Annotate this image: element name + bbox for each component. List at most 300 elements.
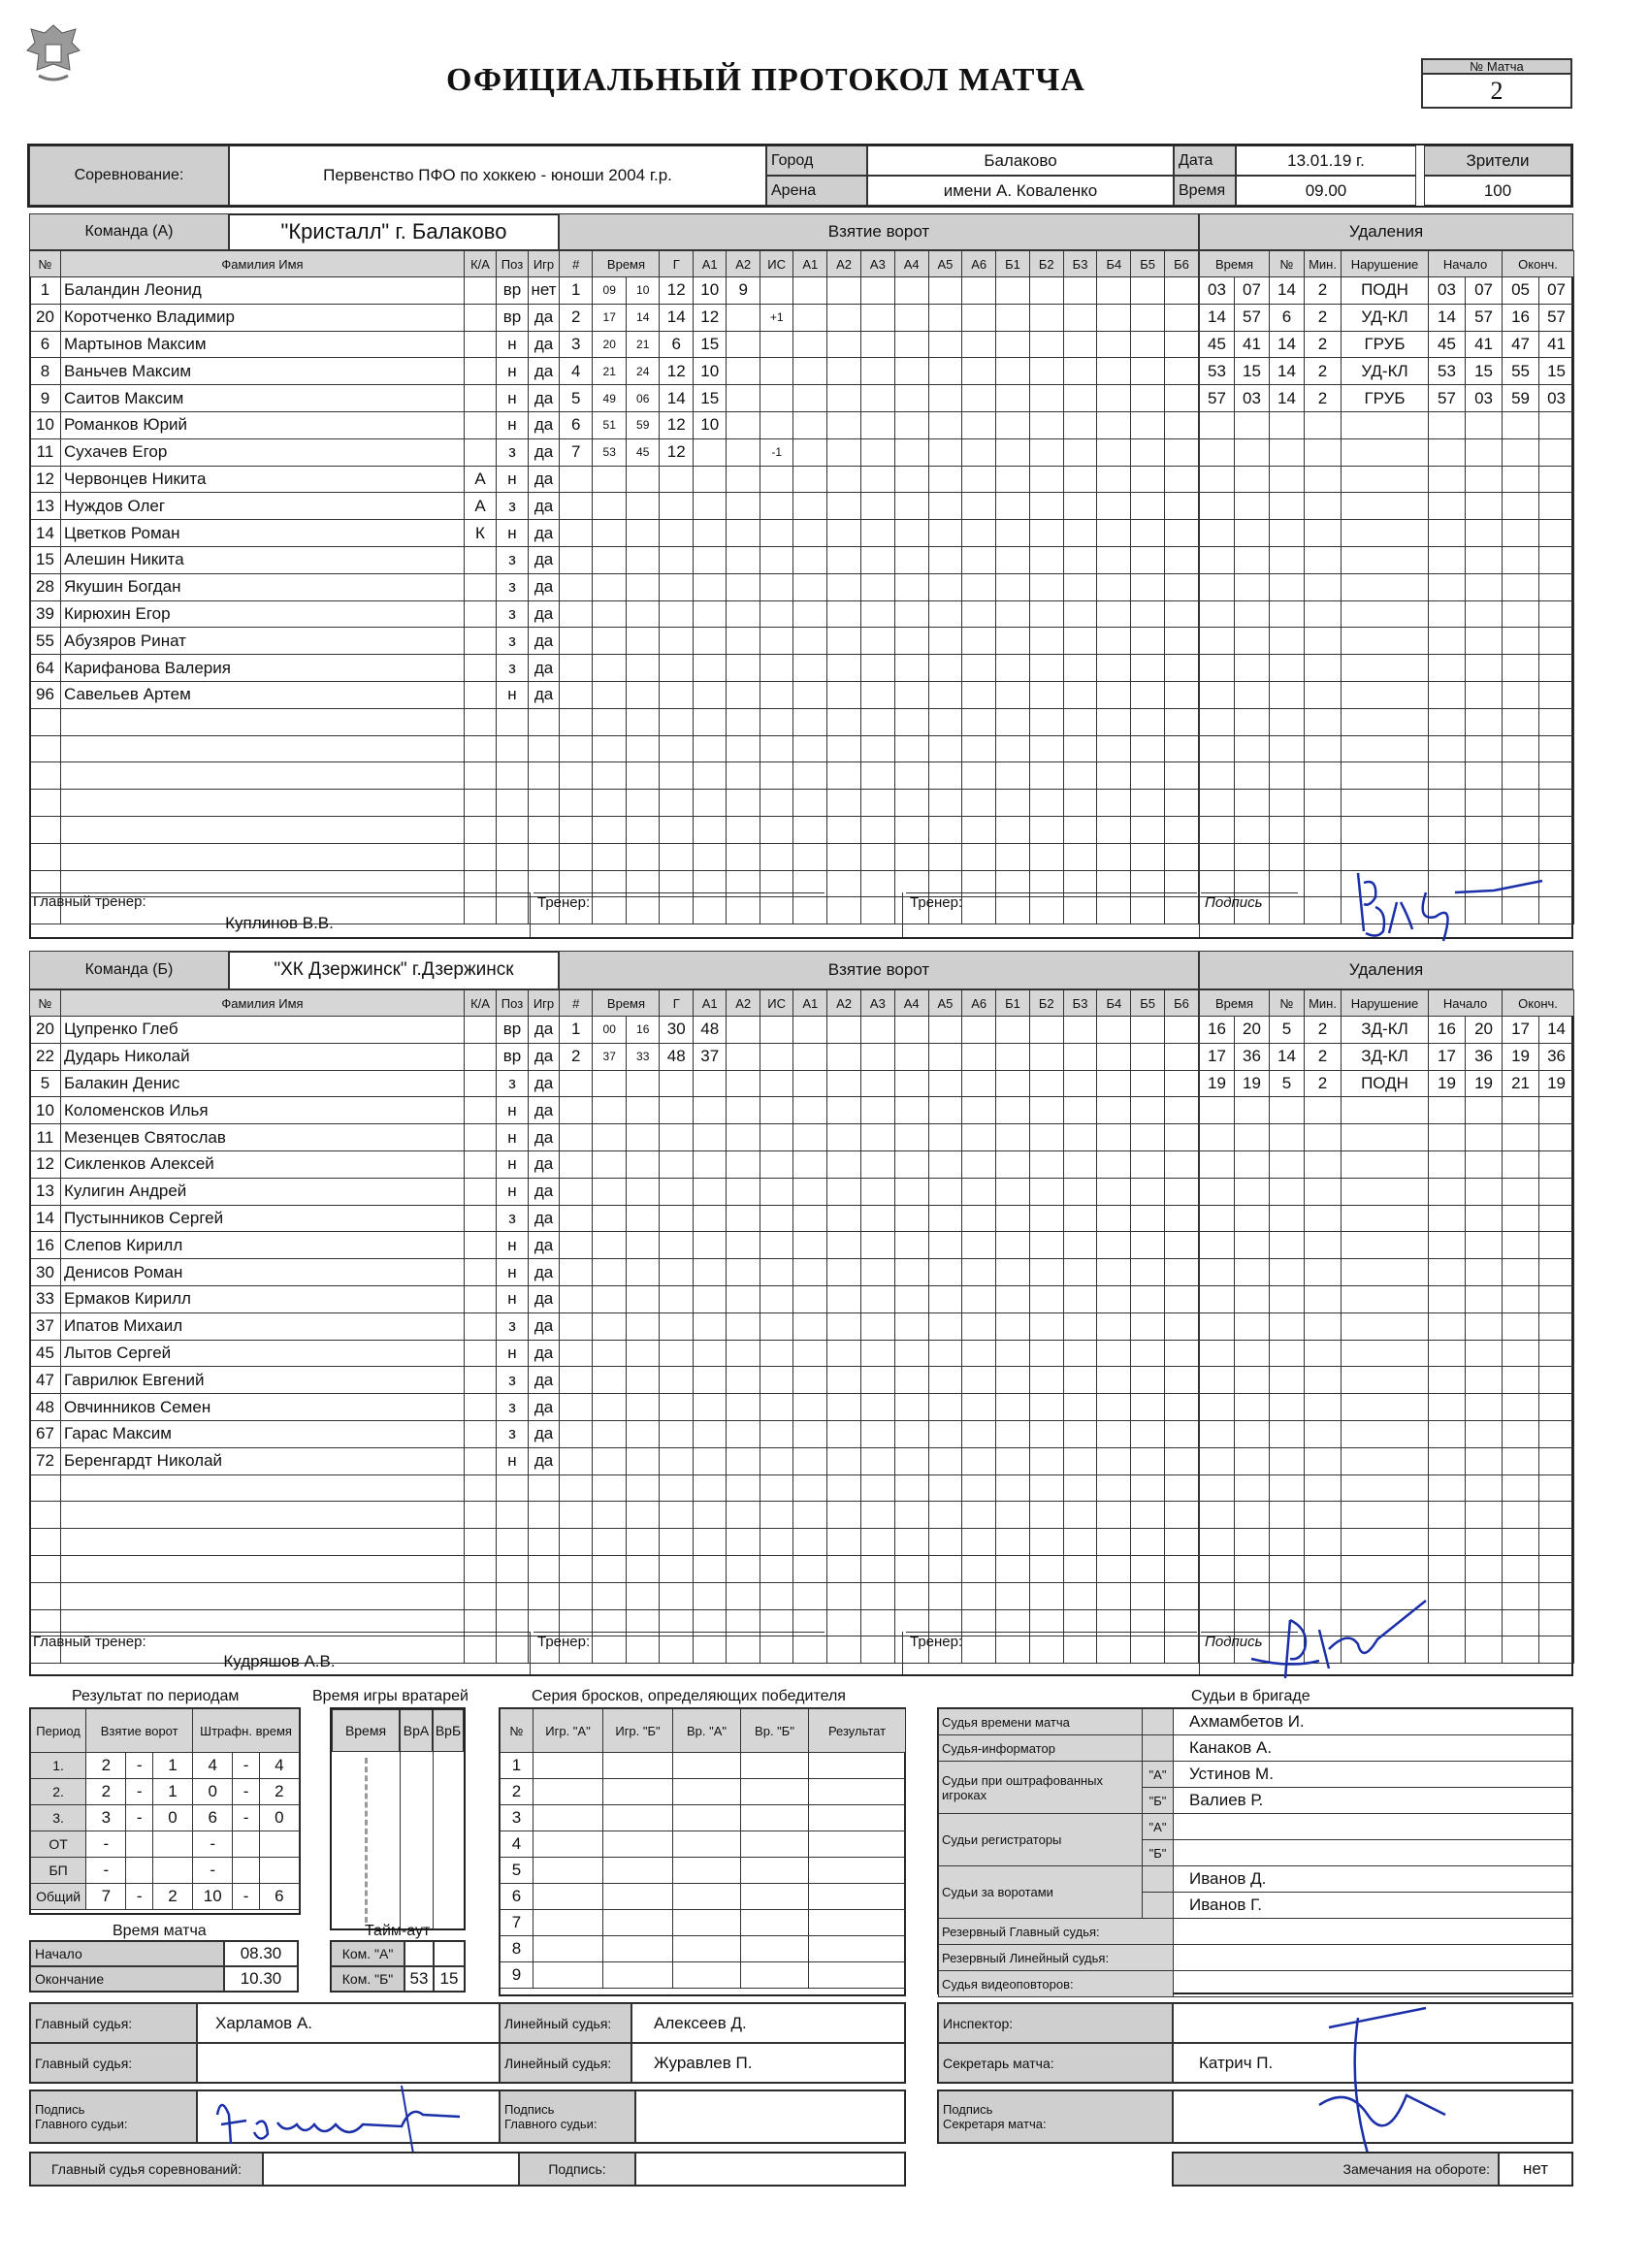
on-ice-cell <box>928 628 962 655</box>
so-cell <box>741 1910 809 1936</box>
competition-value: Первенство ПФО по хоккею - юноши 2004 г.р. <box>229 146 766 206</box>
goal-scorer <box>660 1097 693 1124</box>
period-pim-b <box>259 1831 299 1858</box>
pen-em <box>1503 1502 1539 1529</box>
on-ice-cell <box>793 385 827 412</box>
player-play: да <box>529 1285 560 1312</box>
on-ice-cell <box>1097 1150 1131 1178</box>
period-goals-b: 1 <box>152 1753 192 1779</box>
player-name: Сикленков Алексей <box>61 1150 465 1178</box>
on-ice-cell <box>894 1420 928 1447</box>
on-ice-cell <box>996 546 1030 573</box>
goal-no <box>560 1312 593 1340</box>
on-ice-cell <box>928 843 962 870</box>
on-ice-cell <box>860 466 894 493</box>
pen-es <box>1539 735 1574 762</box>
period-pim-b: 0 <box>259 1805 299 1831</box>
pen-es <box>1539 1340 1574 1367</box>
on-ice-cell <box>1131 762 1165 790</box>
goal-min <box>593 1259 626 1286</box>
pen-min <box>1305 1502 1342 1529</box>
on-ice-cell <box>860 1367 894 1394</box>
on-ice-cell <box>793 1205 827 1232</box>
on-ice-cell <box>894 1070 928 1097</box>
on-ice-cell <box>793 681 827 708</box>
pen-es <box>1539 762 1574 790</box>
player-name: Гаврилюк Евгений <box>61 1367 465 1394</box>
on-ice-cell <box>996 1070 1030 1097</box>
pen-em <box>1503 600 1539 628</box>
player-play <box>529 762 560 790</box>
goal-a2: 9 <box>727 277 760 305</box>
on-ice-cell <box>1165 546 1199 573</box>
goal-a2 <box>727 1555 760 1582</box>
goal-row <box>560 520 1199 547</box>
on-ice-cell <box>1165 681 1199 708</box>
goal-scorer <box>660 1259 693 1286</box>
pen-bs <box>1466 1394 1503 1421</box>
shootout-row <box>501 1962 906 1989</box>
on-ice-cell <box>962 331 996 358</box>
penalty-row <box>1200 1205 1574 1232</box>
player-pos <box>497 1555 529 1582</box>
on-ice-cell <box>793 790 827 817</box>
goal-no <box>560 466 593 493</box>
player-row <box>30 411 560 438</box>
on-ice-cell <box>793 1474 827 1502</box>
on-ice-cell <box>1063 546 1097 573</box>
pen-ts <box>1235 493 1270 520</box>
on-ice-cell <box>996 277 1030 305</box>
penalty-row <box>1200 1420 1574 1447</box>
pen-no <box>1270 681 1305 708</box>
goal-is <box>760 1178 792 1205</box>
on-ice-cell <box>962 304 996 331</box>
goal-row <box>560 600 1199 628</box>
pen-tm <box>1200 493 1235 520</box>
pen-no <box>1270 708 1305 735</box>
pen-ts <box>1235 546 1270 573</box>
player-play: да <box>529 681 560 708</box>
on-ice-cell <box>860 1124 894 1151</box>
dash <box>126 1831 152 1858</box>
on-ice-cell <box>1097 1097 1131 1124</box>
so-cell <box>603 1805 673 1831</box>
on-ice-cell <box>996 1394 1030 1421</box>
pen-inf <box>1342 708 1429 735</box>
player-ka <box>465 790 497 817</box>
goal-sec <box>626 1124 660 1151</box>
on-ice-cell <box>1165 1043 1199 1070</box>
col-on-b: Б4 <box>1097 251 1131 277</box>
on-ice-cell <box>860 816 894 843</box>
dash <box>233 1858 259 1884</box>
on-ice-cell <box>962 1367 996 1394</box>
on-ice-cell <box>1029 1582 1063 1609</box>
pen-es <box>1539 573 1574 600</box>
referee-name <box>1174 1919 1573 1945</box>
pen-tm: 16 <box>1200 1017 1235 1044</box>
period-pim-b <box>259 1858 299 1884</box>
on-ice-cell <box>1029 546 1063 573</box>
so-cell <box>534 1884 603 1910</box>
goal-sec <box>626 1259 660 1286</box>
penalty-row <box>1200 493 1574 520</box>
dash <box>233 1831 259 1858</box>
period-pim-a: - <box>193 1831 233 1858</box>
on-ice-cell <box>1063 493 1097 520</box>
goal-row <box>560 1097 1199 1124</box>
goal-is <box>760 358 792 385</box>
player-no: 6 <box>30 331 61 358</box>
on-ice-cell <box>860 304 894 331</box>
so-no: 5 <box>501 1858 534 1884</box>
goal-min <box>593 655 626 682</box>
penalty-row <box>1200 411 1574 438</box>
sig-main-label-2: Подпись Главного судьи: <box>500 2090 635 2143</box>
pen-tm: 03 <box>1200 277 1235 305</box>
on-ice-cell <box>1131 546 1165 573</box>
match-end: 10.30 <box>224 1966 298 1992</box>
pen-es <box>1539 628 1574 655</box>
on-ice-cell <box>962 520 996 547</box>
on-ice-cell <box>1029 1529 1063 1556</box>
player-ka <box>465 1285 497 1312</box>
player-ka <box>465 1502 497 1529</box>
col-on-a: А3 <box>860 251 894 277</box>
player-row <box>30 1043 560 1070</box>
on-ice-cell <box>1131 1285 1165 1312</box>
player-name: Коротченко Владимир <box>61 304 465 331</box>
pen-bm <box>1429 1285 1466 1312</box>
on-ice-cell <box>793 331 827 358</box>
city-label: Город <box>766 146 867 176</box>
on-ice-cell <box>1097 1394 1131 1421</box>
on-ice-cell <box>1029 1394 1063 1421</box>
player-pos <box>497 1529 529 1556</box>
goal-is <box>760 546 792 573</box>
team-a-signature <box>1319 863 1571 951</box>
team-b-name: "ХК Дзержинск" г.Дзержинск <box>229 951 559 989</box>
on-ice-cell <box>1029 1178 1063 1205</box>
pen-em <box>1503 1420 1539 1447</box>
player-ka <box>465 573 497 600</box>
on-ice-cell <box>1063 304 1097 331</box>
goal-scorer <box>660 493 693 520</box>
shootout-row <box>501 1858 906 1884</box>
on-ice-cell <box>894 708 928 735</box>
on-ice-cell <box>928 1259 962 1286</box>
col-pen-end: Оконч. <box>1503 990 1574 1017</box>
pen-inf <box>1342 1367 1429 1394</box>
on-ice-cell <box>1063 1340 1097 1367</box>
player-name: Балакин Денис <box>61 1070 465 1097</box>
on-ice-cell <box>996 466 1030 493</box>
so-cell <box>673 1858 741 1884</box>
goal-a2 <box>727 573 760 600</box>
team-b-trainer2-label: Тренер: <box>906 1632 1197 1651</box>
dash: - <box>233 1779 259 1805</box>
on-ice-cell <box>860 1636 894 1664</box>
on-ice-cell <box>860 438 894 466</box>
on-ice-cell <box>928 681 962 708</box>
goal-is <box>760 1043 792 1070</box>
player-row <box>30 1070 560 1097</box>
on-ice-cell <box>996 1340 1030 1367</box>
goal-sec <box>626 573 660 600</box>
player-name: Баландин Леонид <box>61 277 465 305</box>
pen-no <box>1270 843 1305 870</box>
player-no: 11 <box>30 1124 61 1151</box>
so-cell <box>809 1805 906 1831</box>
goal-no <box>560 600 593 628</box>
goal-a2 <box>727 600 760 628</box>
pen-inf: ГРУБ <box>1342 331 1429 358</box>
player-no: 64 <box>30 655 61 682</box>
on-ice-cell <box>1063 655 1097 682</box>
player-row <box>30 573 560 600</box>
on-ice-cell <box>1029 1259 1063 1286</box>
pen-bs: 57 <box>1466 304 1503 331</box>
on-ice-cell <box>1029 1420 1063 1447</box>
pen-bs <box>1466 1582 1503 1609</box>
period-goals-b: 1 <box>152 1779 192 1805</box>
pen-em <box>1503 1582 1539 1609</box>
col-a2: А2 <box>727 990 760 1017</box>
on-ice-cell <box>894 438 928 466</box>
player-play: да <box>529 358 560 385</box>
goal-row <box>560 1070 1199 1097</box>
penalty-row <box>1200 304 1574 331</box>
pen-es <box>1539 493 1574 520</box>
goal-scorer: 12 <box>660 438 693 466</box>
pen-min: 2 <box>1305 331 1342 358</box>
pen-es <box>1539 600 1574 628</box>
penalty-row <box>1200 466 1574 493</box>
goal-row <box>560 385 1199 412</box>
so-col: № <box>501 1709 534 1753</box>
pen-es <box>1539 1582 1574 1609</box>
on-ice-cell <box>1165 411 1199 438</box>
on-ice-cell <box>996 1150 1030 1178</box>
player-name <box>61 1474 465 1502</box>
pen-inf: УД-КЛ <box>1342 358 1429 385</box>
player-pos: н <box>497 1150 529 1178</box>
goal-a1 <box>693 1447 726 1474</box>
player-play <box>529 790 560 817</box>
goal-sec <box>626 1312 660 1340</box>
player-row <box>30 1474 560 1502</box>
on-ice-cell <box>962 600 996 628</box>
on-ice-cell <box>996 816 1030 843</box>
goal-is <box>760 411 792 438</box>
pen-tm: 19 <box>1200 1070 1235 1097</box>
pen-es <box>1539 438 1574 466</box>
pen-em <box>1503 735 1539 762</box>
col-pen-time: Время <box>1200 251 1270 277</box>
on-ice-cell <box>996 1367 1030 1394</box>
penalty-row <box>1200 1312 1574 1340</box>
player-ka <box>465 843 497 870</box>
pen-em <box>1503 681 1539 708</box>
pen-inf <box>1342 600 1429 628</box>
on-ice-cell <box>860 385 894 412</box>
on-ice-cell <box>793 1259 827 1286</box>
on-ice-cell <box>894 358 928 385</box>
player-play: да <box>529 1178 560 1205</box>
on-ice-cell <box>827 1232 861 1259</box>
on-ice-cell <box>827 466 861 493</box>
goal-scorer: 48 <box>660 1043 693 1070</box>
pen-es <box>1539 1285 1574 1312</box>
period-name: ОТ <box>31 1831 86 1858</box>
so-cell <box>809 1884 906 1910</box>
on-ice-cell <box>1097 1259 1131 1286</box>
player-no: 10 <box>30 1097 61 1124</box>
goal-row <box>560 438 1199 466</box>
time-label: Время <box>1174 176 1236 206</box>
goal-a1 <box>693 1232 726 1259</box>
pen-bs <box>1466 1636 1503 1664</box>
on-ice-cell <box>894 1043 928 1070</box>
pen-em: 55 <box>1503 358 1539 385</box>
player-no: 12 <box>30 466 61 493</box>
on-ice-cell <box>793 1340 827 1367</box>
pen-bm <box>1429 411 1466 438</box>
on-ice-cell <box>1063 1447 1097 1474</box>
pen-inf <box>1342 655 1429 682</box>
so-cell <box>673 1805 741 1831</box>
pen-no <box>1270 1529 1305 1556</box>
on-ice-cell <box>1063 1529 1097 1556</box>
pen-no <box>1270 1394 1305 1421</box>
pen-bs <box>1466 762 1503 790</box>
main-ref-label: Главный судья: <box>30 2003 197 2043</box>
on-ice-cell <box>928 1070 962 1097</box>
so-col: Игр. "Б" <box>603 1709 673 1753</box>
pen-no <box>1270 1150 1305 1178</box>
on-ice-cell <box>894 304 928 331</box>
pen-bm <box>1429 681 1466 708</box>
pen-bm: 57 <box>1429 385 1466 412</box>
player-no: 39 <box>30 600 61 628</box>
referee-role: Судья времени матча <box>939 1709 1143 1735</box>
pen-inf <box>1342 520 1429 547</box>
pen-bm <box>1429 708 1466 735</box>
pen-tm <box>1200 546 1235 573</box>
pen-es: 15 <box>1539 358 1574 385</box>
on-ice-cell <box>860 1502 894 1529</box>
pen-no <box>1270 1420 1305 1447</box>
on-ice-cell <box>793 520 827 547</box>
pen-inf <box>1342 1285 1429 1312</box>
on-ice-cell <box>1165 1420 1199 1447</box>
pen-em: 16 <box>1503 304 1539 331</box>
so-cell <box>534 1936 603 1962</box>
col-is: ИС <box>760 990 792 1017</box>
goal-a2 <box>727 628 760 655</box>
goal-scorer <box>660 762 693 790</box>
goal-a1: 15 <box>693 331 726 358</box>
player-name: Овчинников Семен <box>61 1394 465 1421</box>
pen-min <box>1305 1447 1342 1474</box>
player-play: да <box>529 1367 560 1394</box>
on-ice-cell <box>860 1232 894 1259</box>
player-name <box>61 708 465 735</box>
date-value: 13.01.19 г. <box>1236 146 1416 176</box>
goal-is <box>760 1340 792 1367</box>
on-ice-cell <box>962 411 996 438</box>
so-cell <box>741 1779 809 1805</box>
on-ice-cell <box>827 897 861 924</box>
pen-em <box>1503 1259 1539 1286</box>
pen-no <box>1270 1124 1305 1151</box>
goal-no <box>560 1340 593 1367</box>
period-row <box>31 1753 300 1779</box>
on-ice-cell <box>1063 681 1097 708</box>
goal-is <box>760 1070 792 1097</box>
goal-row <box>560 411 1199 438</box>
goal-row <box>560 1043 1199 1070</box>
pen-inf: ГРУБ <box>1342 385 1429 412</box>
goal-is <box>760 600 792 628</box>
goal-min: 21 <box>593 358 626 385</box>
player-row <box>30 1097 560 1124</box>
penalty-row <box>1200 1017 1574 1044</box>
penalty-row <box>1200 1232 1574 1259</box>
period-goals-b <box>152 1831 192 1858</box>
on-ice-cell <box>827 1259 861 1286</box>
penalty-row <box>1200 1555 1574 1582</box>
player-name <box>61 1582 465 1609</box>
goal-min <box>593 600 626 628</box>
player-pos <box>497 1502 529 1529</box>
player-pos <box>497 1474 529 1502</box>
on-ice-cell <box>860 1205 894 1232</box>
player-row <box>30 520 560 547</box>
goal-row <box>560 277 1199 305</box>
player-row <box>30 735 560 762</box>
player-no: 9 <box>30 385 61 412</box>
pen-bm <box>1429 573 1466 600</box>
pen-inf <box>1342 1124 1429 1151</box>
goal-min <box>593 1474 626 1502</box>
col-name: Фамилия Имя <box>61 251 465 277</box>
goal-a1: 12 <box>693 304 726 331</box>
player-no: 37 <box>30 1312 61 1340</box>
on-ice-cell <box>1097 331 1131 358</box>
pen-em: 05 <box>1503 277 1539 305</box>
pen-min <box>1305 411 1342 438</box>
team-a-coach-label: Главный тренер: <box>29 892 530 912</box>
on-ice-cell <box>793 1447 827 1474</box>
on-ice-cell <box>996 790 1030 817</box>
goal-min: 37 <box>593 1043 626 1070</box>
penalty-row <box>1200 1502 1574 1529</box>
pen-tm <box>1200 411 1235 438</box>
goal-min <box>593 1447 626 1474</box>
main-ref-signature <box>208 2076 489 2163</box>
pen-no <box>1270 1502 1305 1529</box>
on-ice-cell <box>996 1312 1030 1340</box>
goal-sec <box>626 1178 660 1205</box>
on-ice-cell <box>1165 1097 1199 1124</box>
on-ice-cell <box>1097 358 1131 385</box>
player-pos: н <box>497 1232 529 1259</box>
goal-scorer: 30 <box>660 1017 693 1044</box>
on-ice-cell <box>860 897 894 924</box>
goal-no <box>560 1259 593 1286</box>
